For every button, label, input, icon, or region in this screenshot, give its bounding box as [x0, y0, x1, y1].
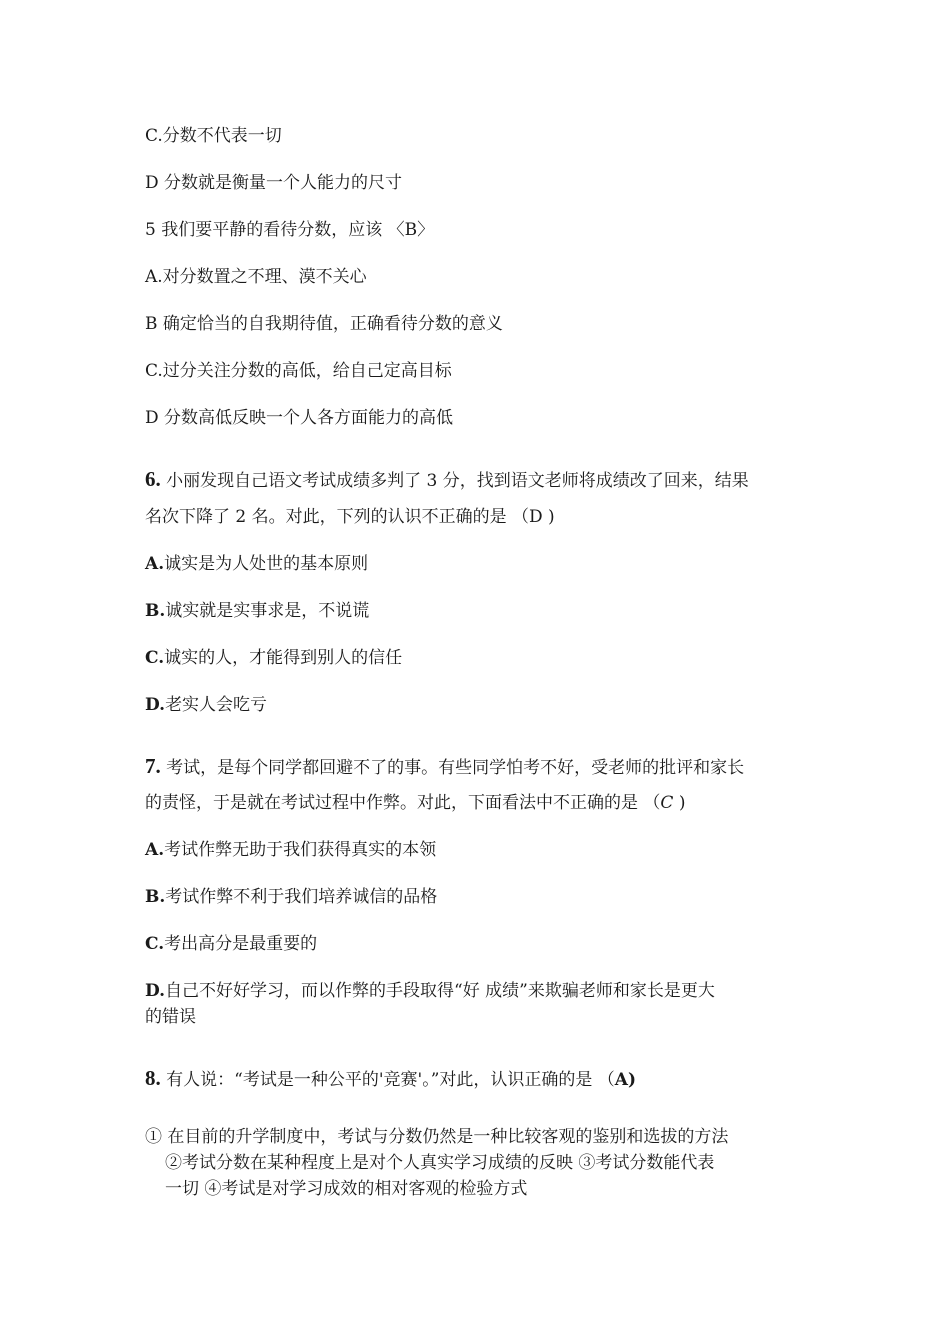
q6-option-c-label: C.	[145, 648, 165, 668]
q6-option-d-label: D.	[145, 695, 166, 715]
q6-number: 6.	[145, 467, 161, 491]
q7-stem-text2: 的责怪，于是就在考试过程中作弊。对此，下面看法中不正确的是 （	[145, 793, 661, 813]
q8-options-line1: ① 在目前的升学制度中，考试与分数仍然是一种比较客观的鉴别和选拔的方法	[145, 1127, 729, 1147]
q5-option-c: C.过分关注分数的高低，给自己定高目标	[145, 361, 452, 381]
q7-stem-line2	[145, 790, 810, 816]
q7-option-d-line1	[145, 978, 810, 1004]
q4-option-d: D 分数就是衡量一个人能力的尺寸	[145, 173, 403, 193]
q8-stem-text: 有人说：“考试是一种公平的'竞赛'。”对此，认识正确的是 （	[160, 1070, 615, 1090]
q6-option-c-text: 诚实的人，才能得到别人的信任	[164, 648, 403, 668]
q7-option-c-text: 考出高分是最重要的	[164, 934, 318, 954]
q7-stem-line1	[145, 753, 810, 781]
q7-stem-text1: 考试，是每个同学都回避不了的事。有些同学怕考不好，受老师的批评和家长	[160, 758, 745, 778]
q5-stem: 5 我们要平静的看待分数，应该 〈B〉	[145, 220, 435, 240]
q6-stem-text1: 小丽发现自己语文考试成绩多判了 3 分，找到语文老师将成绩改了回来，结果	[160, 471, 749, 491]
q7-option-c	[145, 931, 810, 957]
q7-option-d-label: D.	[145, 981, 166, 1001]
q8-options-line3: 一切 ④考试是对学习成效的相对客观的检验方式	[165, 1179, 528, 1199]
q6-option-b	[145, 598, 810, 624]
q8-options-line2: ②考试分数在某种程度上是对个人真实学习成绩的反映 ③考试分数能代表	[165, 1153, 715, 1173]
q6-option-a-text: 诚实是为人处世的基本原则	[164, 554, 369, 574]
q5-option-a: A.对分数置之不理、漠不关心	[145, 267, 367, 287]
q7-option-a	[145, 837, 810, 863]
q5-option-b: B 确定恰当的自我期待值，正确看待分数的意义	[145, 314, 503, 334]
q7-option-a-text: 考试作弊无助于我们获得真实的本领	[164, 840, 437, 860]
q7-option-d-text1: 自己不好好学习，而以作弊的手段取得“好 成绩”来欺骗老师和家长是更大	[165, 981, 715, 1001]
q8-stem	[145, 1065, 810, 1093]
q5-option-d: D 分数高低反映一个人各方面能力的高低	[145, 408, 454, 428]
q4-option-c: C.分数不代表一切	[145, 126, 282, 146]
q6-option-b-text: 诚实就是实事求是，不说谎	[165, 601, 370, 621]
q6-stem-line2: 名次下降了 2 名。对此，下列的认识不正确的是 （D )	[145, 507, 555, 527]
q6-stem-line1	[145, 466, 810, 494]
q6-option-d-text: 老实人会吃亏	[165, 695, 268, 715]
q7-option-b-label: B.	[145, 887, 166, 907]
q7-answer: C	[660, 793, 674, 813]
q7-stem-text2-end: )	[673, 793, 686, 813]
q6-option-b-label: B.	[145, 601, 166, 621]
q7-number: 7.	[145, 754, 161, 778]
q8-answer: A)	[614, 1070, 637, 1090]
q6-option-d	[145, 692, 810, 718]
q7-option-b-text: 考试作弊不利于我们培养诚信的品格	[165, 887, 438, 907]
q6-option-a	[145, 551, 810, 577]
q7-option-a-label: A.	[145, 840, 165, 860]
q7-option-d-line2: 的错误	[145, 1007, 196, 1027]
q8-number: 8.	[145, 1066, 161, 1090]
q7-option-c-label: C.	[145, 934, 165, 954]
q7-option-b	[145, 884, 810, 910]
q6-option-c	[145, 645, 810, 671]
q6-option-a-label: A.	[145, 554, 165, 574]
